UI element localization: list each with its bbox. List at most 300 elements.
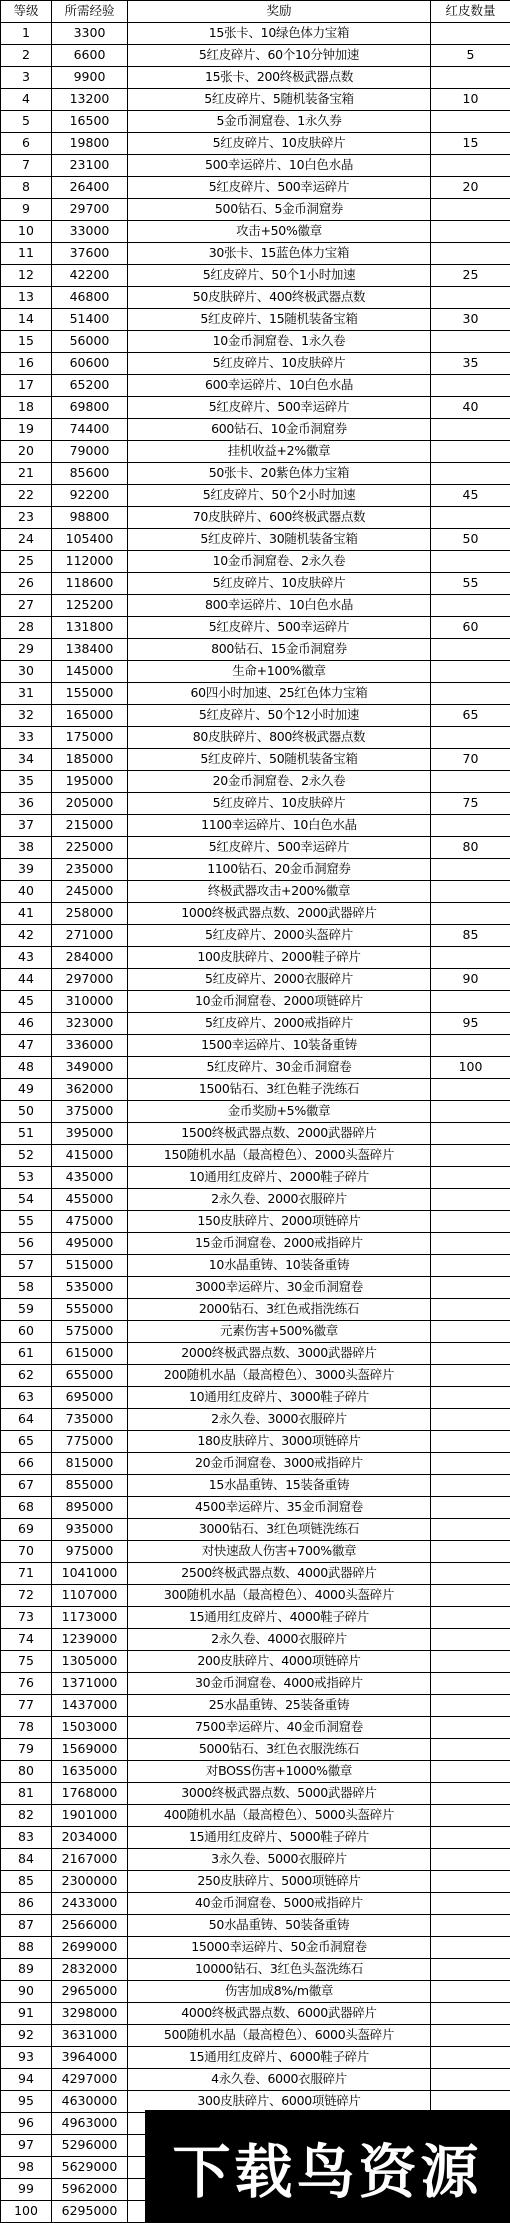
cell-level: 43 [1,947,52,969]
cell-level: 9 [1,199,52,221]
cell-reward: 800幸运碎片、10白色水晶 [128,595,431,617]
cell-reward: 5红皮碎片、500幸运碎片 [128,397,431,419]
cell-level: 21 [1,463,52,485]
cell-level: 78 [1,1717,52,1739]
cell-level: 12 [1,265,52,287]
cell-reward: 1100钻石、20金币洞窟券 [128,859,431,881]
cell-level: 87 [1,1915,52,1937]
table-row [1,1299,510,1321]
table-row [1,309,510,331]
cell-level: 37 [1,815,52,837]
cell-reward: 20金币洞窟卷、3000戒指碎片 [128,1453,431,1475]
cell-reward: 2000终极武器点数、3000武器碎片 [128,1343,431,1365]
cell-reward: 15张卡、200终极武器点数 [128,67,431,89]
cell-reward: 70皮肤碎片、600终极武器点数 [128,507,431,529]
table-row [1,1959,510,1981]
cell-level: 74 [1,1629,52,1651]
cell-red-count [431,1805,510,1827]
cell-level: 58 [1,1277,52,1299]
cell-exp: 395000 [52,1123,128,1145]
cell-level: 60 [1,1321,52,1343]
cell-reward: 5红皮碎片、2000头盔碎片 [128,925,431,947]
cell-exp: 4630000 [52,2091,128,2113]
cell-reward: 5红皮碎片、500幸运碎片 [128,837,431,859]
cell-reward: 4500幸运碎片、35金币洞窟卷 [128,1497,431,1519]
cell-red-count [431,1651,510,1673]
cell-exp: 1305000 [52,1651,128,1673]
cell-reward: 4000终极武器点数、6000武器碎片 [128,2003,431,2025]
cell-red-count [431,1783,510,1805]
cell-reward: 30金币洞窟卷、4000戒指碎片 [128,1673,431,1695]
cell-exp: 6295000 [52,2201,128,2223]
table-row [1,1981,510,2003]
table-row [1,1079,510,1101]
cell-reward: 15通用红皮碎片、5000鞋子碎片 [128,1827,431,1849]
cell-level: 52 [1,1145,52,1167]
cell-reward: 5红皮碎片、30随机装备宝箱 [128,529,431,551]
table-row [1,1519,510,1541]
cell-red-count [431,661,510,683]
cell-reward: 500钻石、5金币洞窟券 [128,199,431,221]
cell-red-count [431,375,510,397]
cell-exp: 5629000 [52,2157,128,2179]
cell-level: 96 [1,2113,52,2135]
cell-reward: 600幸运碎片、10白色水晶 [128,375,431,397]
cell-level: 33 [1,727,52,749]
table-row [1,111,510,133]
cell-exp: 225000 [52,837,128,859]
table-row [1,463,510,485]
cell-reward: 3000幸运碎片、30金币洞窟卷 [128,1277,431,1299]
table-row [1,837,510,859]
cell-red-count: 50 [431,529,510,551]
cell-reward: 15000幸运碎片、50金币洞窟卷 [128,1937,431,1959]
cell-exp: 138400 [52,639,128,661]
cell-reward: 300随机水晶（最高橙色）、4000头盔碎片 [128,1585,431,1607]
table-row [1,1871,510,1893]
cell-level: 25 [1,551,52,573]
cell-level: 69 [1,1519,52,1541]
cell-red-count [431,1035,510,1057]
cell-level: 36 [1,793,52,815]
cell-red-count: 75 [431,793,510,815]
cell-exp: 2699000 [52,1937,128,1959]
cell-reward: 5红皮碎片、50个12小时加速 [128,705,431,727]
cell-exp: 16500 [52,111,128,133]
cell-exp: 1371000 [52,1673,128,1695]
cell-exp: 131800 [52,617,128,639]
cell-level: 49 [1,1079,52,1101]
cell-exp: 475000 [52,1211,128,1233]
cell-level: 17 [1,375,52,397]
cell-exp: 205000 [52,793,128,815]
table-row [1,1937,510,1959]
cell-red-count [431,1299,510,1321]
cell-exp: 23100 [52,155,128,177]
cell-red-count [431,815,510,837]
cell-reward: 5红皮碎片、15随机装备宝箱 [128,309,431,331]
cell-exp: 3631000 [52,2025,128,2047]
cell-level: 61 [1,1343,52,1365]
cell-level: 71 [1,1563,52,1585]
table-row [1,771,510,793]
cell-reward: 5红皮碎片、10皮肤碎片 [128,573,431,595]
cell-red-count: 100 [431,1057,510,1079]
table-row [1,1277,510,1299]
cell-reward: 2永久卷、2000衣服碎片 [128,1189,431,1211]
table-row [1,45,510,67]
cell-level: 81 [1,1783,52,1805]
cell-reward: 2000钻石、3红色戒指洗练石 [128,1299,431,1321]
cell-level: 35 [1,771,52,793]
table-row [1,903,510,925]
cell-reward: 40金币洞窟卷、5000戒指碎片 [128,1893,431,1915]
cell-reward: 200随机水晶（最高橙色）、3000头盔碎片 [128,1365,431,1387]
cell-level: 39 [1,859,52,881]
cell-reward: 5红皮碎片、30金币洞窟卷 [128,1057,431,1079]
cell-exp: 555000 [52,1299,128,1321]
cell-reward: 生命+100%徽章 [128,661,431,683]
cell-level: 10 [1,221,52,243]
cell-exp: 105400 [52,529,128,551]
cell-level: 42 [1,925,52,947]
cell-level: 59 [1,1299,52,1321]
table-row [1,89,510,111]
cell-red-count [431,287,510,309]
cell-exp: 46800 [52,287,128,309]
table-row [1,375,510,397]
table-row [1,221,510,243]
cell-exp: 3964000 [52,2047,128,2069]
cell-exp: 26400 [52,177,128,199]
cell-exp: 5296000 [52,2135,128,2157]
cell-reward: 5红皮碎片、60个10分钟加速 [128,45,431,67]
table-row [1,815,510,837]
table-row [1,925,510,947]
cell-red-count [431,2047,510,2069]
cell-level: 75 [1,1651,52,1673]
cell-reward: 2500终极武器点数、4000武器碎片 [128,1563,431,1585]
table-row [1,1431,510,1453]
cell-level: 92 [1,2025,52,2047]
cell-red-count: 10 [431,89,510,111]
table-row [1,1321,510,1343]
cell-exp: 19800 [52,133,128,155]
table-row [1,1145,510,1167]
table-row [1,705,510,727]
cell-level: 1 [1,23,52,45]
cell-level: 11 [1,243,52,265]
cell-exp: 695000 [52,1387,128,1409]
cell-red-count [431,1321,510,1343]
cell-exp: 415000 [52,1145,128,1167]
cell-level: 46 [1,1013,52,1035]
cell-exp: 775000 [52,1431,128,1453]
table-row [1,2025,510,2047]
cell-red-count: 5 [431,45,510,67]
table-row [1,1101,510,1123]
table-row [1,1915,510,1937]
table-row [1,1695,510,1717]
cell-red-count [431,1409,510,1431]
cell-red-count [431,1387,510,1409]
table-row [1,881,510,903]
table-row [1,353,510,375]
cell-level: 97 [1,2135,52,2157]
cell-red-count [431,155,510,177]
cell-exp: 655000 [52,1365,128,1387]
table-row [1,1035,510,1057]
cell-exp: 185000 [52,749,128,771]
table-row [1,529,510,551]
cell-exp: 4297000 [52,2069,128,2091]
table-row [1,859,510,881]
cell-level: 30 [1,661,52,683]
cell-reward: 50张卡、20紫色体力宝箱 [128,463,431,485]
cell-reward: 3永久卷、5000衣服碎片 [128,1849,431,1871]
cell-reward: 元素伤害+500%徽章 [128,1321,431,1343]
cell-level: 100 [1,2201,52,2223]
cell-reward: 20金币洞窟卷、2永久卷 [128,771,431,793]
cell-exp: 56000 [52,331,128,353]
cell-red-count [431,1365,510,1387]
cell-reward: 10000钻石、3红色头盔洗练石 [128,1959,431,1981]
cell-red-count [431,1475,510,1497]
cell-level: 23 [1,507,52,529]
cell-exp: 2300000 [52,1871,128,1893]
cell-exp: 60600 [52,353,128,375]
cell-red-count [431,331,510,353]
cell-exp: 2034000 [52,1827,128,1849]
cell-red-count: 60 [431,617,510,639]
cell-reward: 25水晶重铸、25装备重铸 [128,1695,431,1717]
cell-reward: 2永久卷、4000衣服碎片 [128,1629,431,1651]
table-row [1,1893,510,1915]
cell-exp: 2832000 [52,1959,128,1981]
table-row [1,793,510,815]
cell-reward: 5000钻石、3红色衣服洗练石 [128,1739,431,1761]
cell-red-count [431,1079,510,1101]
cell-red-count [431,1453,510,1475]
cell-reward: 1100幸运碎片、10白色水晶 [128,815,431,837]
cell-red-count [431,1277,510,1299]
cell-red-count [431,2069,510,2091]
cell-exp: 235000 [52,859,128,881]
cell-red-count [431,859,510,881]
cell-red-count [431,1497,510,1519]
cell-exp: 65200 [52,375,128,397]
cell-level: 50 [1,1101,52,1123]
cell-exp: 33000 [52,221,128,243]
table-row [1,2069,510,2091]
cell-reward: 15张卡、10绿色体力宝箱 [128,23,431,45]
cell-reward: 1000终极武器点数、2000武器碎片 [128,903,431,925]
table-row [1,1673,510,1695]
cell-exp: 165000 [52,705,128,727]
cell-level: 13 [1,287,52,309]
cell-reward: 150皮肤碎片、2000项链碎片 [128,1211,431,1233]
cell-reward: 3000终极武器点数、5000武器碎片 [128,1783,431,1805]
cell-level: 94 [1,2069,52,2091]
table-row [1,551,510,573]
cell-reward: 7500幸运碎片、40金币洞窟卷 [128,1717,431,1739]
table-row [1,1541,510,1563]
cell-level: 4 [1,89,52,111]
cell-reward: 250皮肤碎片、5000项链碎片 [128,1871,431,1893]
cell-red-count [431,991,510,1013]
cell-exp: 79000 [52,441,128,463]
cell-exp: 13200 [52,89,128,111]
cell-reward: 4永久卷、6000衣服碎片 [128,2069,431,2091]
cell-reward: 300皮肤碎片、6000项链碎片 [128,2091,431,2113]
cell-level: 76 [1,1673,52,1695]
table-row [1,639,510,661]
table-row [1,243,510,265]
cell-exp: 515000 [52,1255,128,1277]
cell-level: 62 [1,1365,52,1387]
cell-reward: 10金币洞窟卷、2永久卷 [128,551,431,573]
cell-reward: 伤害加成8%/m徽章 [128,1981,431,2003]
cell-reward: 500随机水晶（最高橙色）、6000头盔碎片 [128,2025,431,2047]
cell-reward: 5红皮碎片、5随机装备宝箱 [128,89,431,111]
cell-red-count [431,1981,510,2003]
cell-exp: 1173000 [52,1607,128,1629]
table-row [1,1849,510,1871]
cell-reward: 5红皮碎片、50个2小时加速 [128,485,431,507]
cell-red-count: 70 [431,749,510,771]
cell-reward: 150随机水晶（最高橙色）、2000头盔碎片 [128,1145,431,1167]
cell-exp: 3298000 [52,2003,128,2025]
cell-red-count: 55 [431,573,510,595]
cell-level: 70 [1,1541,52,1563]
table-row [1,1739,510,1761]
cell-reward: 5红皮碎片、10皮肤碎片 [128,353,431,375]
table-row [1,2047,510,2069]
cell-reward: 100皮肤碎片、2000鞋子碎片 [128,947,431,969]
cell-reward: 5红皮碎片、2000戒指碎片 [128,1013,431,1035]
table-row [1,1629,510,1651]
cell-exp: 495000 [52,1233,128,1255]
cell-exp: 435000 [52,1167,128,1189]
cell-red-count [431,67,510,89]
cell-reward: 1500钻石、3红色鞋子洗练石 [128,1079,431,1101]
cell-level: 47 [1,1035,52,1057]
cell-level: 2 [1,45,52,67]
cell-reward: 80皮肤碎片、800终极武器点数 [128,727,431,749]
cell-reward: 5红皮碎片、500幸运碎片 [128,177,431,199]
cell-red-count: 85 [431,925,510,947]
cell-exp: 815000 [52,1453,128,1475]
cell-level: 51 [1,1123,52,1145]
cell-red-count [431,419,510,441]
table-row [1,749,510,771]
cell-exp: 336000 [52,1035,128,1057]
cell-level: 86 [1,1893,52,1915]
table-row [1,1805,510,1827]
table-row [1,1827,510,1849]
cell-reward: 对快速敌人伤害+700%徽章 [128,1541,431,1563]
cell-reward: 10水晶重铸、10装备重铸 [128,1255,431,1277]
cell-exp: 2566000 [52,1915,128,1937]
cell-reward: 对BOSS伤害+1000%徽章 [128,1761,431,1783]
cell-red-count [431,1893,510,1915]
table-row [1,1387,510,1409]
table-row [1,1211,510,1233]
header-red-count: 红皮数量 [431,1,510,23]
table-row [1,441,510,463]
cell-red-count [431,727,510,749]
cell-level: 48 [1,1057,52,1079]
cell-red-count [431,2025,510,2047]
cell-red-count [431,441,510,463]
cell-exp: 349000 [52,1057,128,1079]
cell-exp: 112000 [52,551,128,573]
cell-red-count [431,903,510,925]
cell-level: 64 [1,1409,52,1431]
cell-red-count [431,463,510,485]
cell-reward: 200皮肤碎片、4000项链碎片 [128,1651,431,1673]
cell-red-count [431,1739,510,1761]
cell-reward: 60四小时加速、25红色体力宝箱 [128,683,431,705]
cell-red-count: 95 [431,1013,510,1035]
table-row [1,1255,510,1277]
cell-exp: 125200 [52,595,128,617]
cell-level: 29 [1,639,52,661]
cell-red-count: 65 [431,705,510,727]
cell-exp: 1635000 [52,1761,128,1783]
table-row [1,507,510,529]
cell-exp: 1768000 [52,1783,128,1805]
cell-level: 66 [1,1453,52,1475]
cell-level: 80 [1,1761,52,1783]
cell-reward: 50水晶重铸、50装备重铸 [128,1915,431,1937]
header-row [1,1,510,23]
table-row [1,573,510,595]
cell-red-count [431,243,510,265]
cell-reward: 5红皮碎片、2000衣服碎片 [128,969,431,991]
cell-level: 15 [1,331,52,353]
cell-reward: 800钻石、15金币洞窟券 [128,639,431,661]
table-row [1,419,510,441]
cell-red-count [431,199,510,221]
cell-reward: 1500终极武器点数、2000武器碎片 [128,1123,431,1145]
cell-level: 24 [1,529,52,551]
cell-reward: 5红皮碎片、500幸运碎片 [128,617,431,639]
table-row [1,67,510,89]
cell-red-count [431,1585,510,1607]
cell-level: 26 [1,573,52,595]
cell-level: 63 [1,1387,52,1409]
table-row [1,155,510,177]
cell-exp: 145000 [52,661,128,683]
cell-red-count [431,1827,510,1849]
cell-reward: 10金币洞窟卷、2000项链碎片 [128,991,431,1013]
table-row [1,287,510,309]
cell-level: 5 [1,111,52,133]
cell-red-count [431,1629,510,1651]
cell-level: 82 [1,1805,52,1827]
cell-exp: 297000 [52,969,128,991]
cell-level: 95 [1,2091,52,2113]
cell-exp: 6600 [52,45,128,67]
cell-red-count [431,771,510,793]
cell-red-count [431,1431,510,1453]
cell-red-count: 40 [431,397,510,419]
cell-red-count [431,1761,510,1783]
cell-exp: 5962000 [52,2179,128,2201]
cell-red-count [431,1343,510,1365]
cell-reward: 1500幸运碎片、10装备重铸 [128,1035,431,1057]
